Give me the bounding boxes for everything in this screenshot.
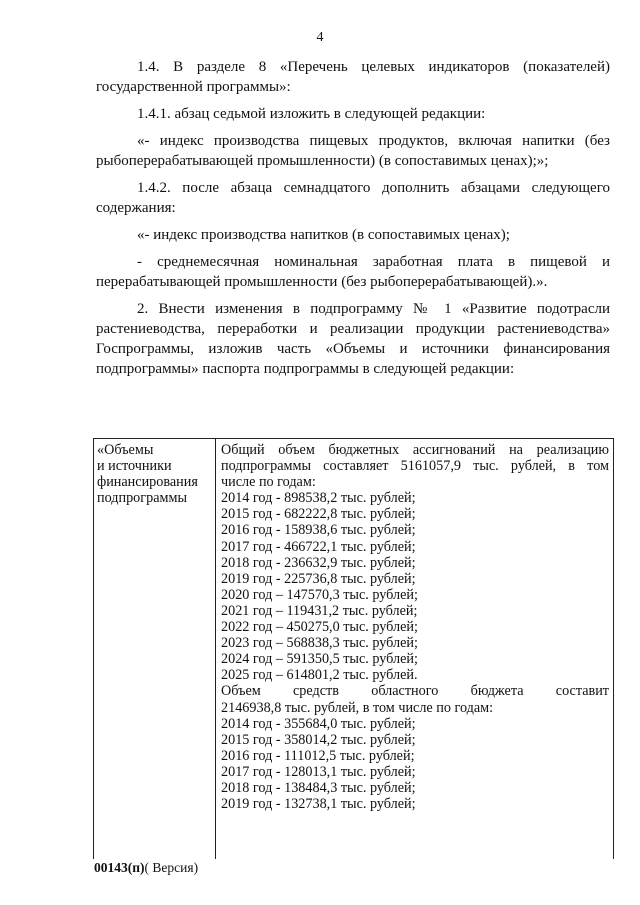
label-line: финансирования: [97, 474, 198, 491]
regional-year-row: 2016 год - 111012,5 тыс. рублей;: [221, 747, 415, 764]
financing-table-value-cell: [216, 439, 613, 859]
label-line: и источники: [97, 458, 172, 475]
paragraph-food-index: «- индекс производства пищевых продуктов, включая напитки (без рыбоперерабатывающей промышленности) (в сопоставимых ценах);»;: [96, 133, 610, 169]
label-line: подпрограммы: [97, 490, 187, 507]
total-year-row: 2017 год - 466722,1 тыс. рублей;: [221, 538, 416, 555]
paragraph-1-4-1: 1.4.1. абзац седьмой изложить в следующей редакции:: [137, 106, 486, 122]
total-year-row: 2019 год - 225736,8 тыс. рублей;: [221, 570, 416, 587]
regional-year-row: 2018 год - 138484,3 тыс. рублей;: [221, 779, 416, 796]
regional-intro-line: 2146938,8 тыс. рублей, в том числе по годам:: [221, 699, 494, 716]
page-number: 4: [316, 30, 324, 45]
total-year-row: 2020 год – 147570,3 тыс. рублей;: [221, 586, 418, 603]
document-body: [96, 57, 610, 379]
paragraph-1-4: 1.4. В разделе 8 «Перечень целевых индикаторов (показателей) государственной программы»:: [96, 59, 610, 95]
document-version: ( Версия): [144, 860, 199, 875]
total-year-row: 2015 год - 682222,8 тыс. рублей;: [221, 506, 416, 523]
regional-year-row: 2017 год - 128013,1 тыс. рублей;: [221, 763, 416, 780]
total-year-row: 2014 год - 898538,2 тыс. рублей;: [221, 490, 416, 507]
label-line: «Объемы: [97, 442, 154, 458]
regional-year-row: 2014 год - 355684,0 тыс. рублей;: [221, 715, 416, 732]
total-year-row: 2023 год – 568838,3 тыс. рублей;: [221, 635, 418, 652]
financing-table: [93, 438, 614, 859]
regional-year-row: 2019 год - 132738,1 тыс. рублей;: [221, 796, 416, 813]
paragraph-1-4-2: 1.4.2. после абзаца семнадцатого дополнить абзацами следующего содержания:: [96, 180, 610, 216]
paragraph-drinks-index: «- индекс производства напитков (в сопоставимых ценах);: [137, 227, 510, 243]
document-footer: [94, 860, 198, 876]
total-year-row: 2024 год – 591350,5 тыс. рублей;: [221, 651, 418, 668]
document-code: 00143(п): [94, 860, 145, 875]
regional-year-row: 2015 год - 358014,2 тыс. рублей;: [221, 731, 416, 748]
total-intro-line: подпрограммы составляет 5161057,9 тыс. рублей, в том: [221, 458, 609, 475]
total-year-row: 2016 год - 158938,6 тыс. рублей;: [221, 522, 416, 539]
total-year-row: 2018 год - 236632,9 тыс. рублей;: [221, 554, 416, 571]
total-intro-line: числе по годам:: [221, 474, 316, 491]
total-year-row: 2022 год – 450275,0 тыс. рублей;: [221, 619, 418, 636]
regional-intro-line: Объем средств областного бюджета составит: [221, 683, 609, 700]
total-year-row: 2021 год – 119431,2 тыс. рублей;: [221, 602, 418, 619]
total-year-row: 2025 год – 614801,2 тыс. рублей.: [221, 667, 418, 684]
paragraph-salary: - среднемесячная номинальная заработная плата в пищевой и перерабатывающей промышленности (без рыбоперерабатывающей).».: [96, 254, 610, 290]
paragraph-2: 2. Внести изменения в подпрограмму № 1 «Развитие подотрасли растениеводства, переработки и реализации продукции растениеводства» Госпрограммы, изложив часть «Объемы и источники финансирования подпрограммы» паспорта подпрограммы в следующей редакции:: [96, 301, 610, 377]
financing-table-label-cell: [94, 439, 216, 859]
total-intro-line: Общий объем бюджетных ассигнований на реализацию: [221, 442, 609, 458]
